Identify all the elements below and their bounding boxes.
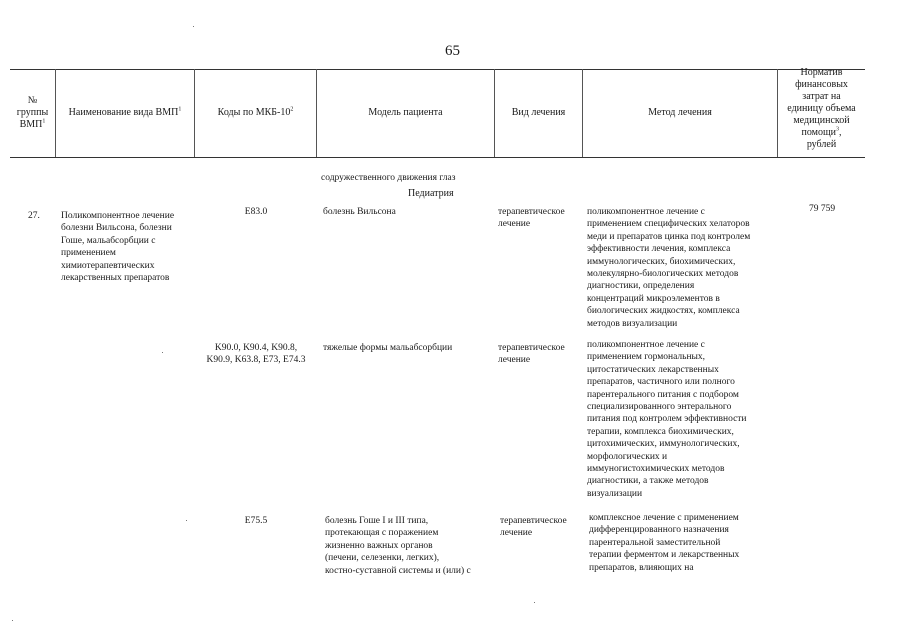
header-bottom-border	[10, 157, 865, 158]
scan-speck	[534, 602, 535, 603]
row-treatment-type: терапевтическое лечение	[500, 516, 567, 539]
header-patient-model: Модель пациента	[368, 107, 443, 118]
row-vmp-name: Поликомпонентное лечение болезни Вильсона, болезни Гоше, мальабсорбции с применением химиотерапевтических лекарственных препаратов	[61, 211, 175, 284]
row-icd-codes: E83.0	[244, 207, 268, 217]
header-vmp-name: Наименование вида ВМП$^1$	[68, 106, 182, 118]
scan-speck	[193, 26, 194, 27]
row-patient-model: болезнь Вильсона	[323, 207, 396, 217]
row-group-no: 27.	[28, 211, 40, 221]
scan-speck	[186, 520, 187, 521]
scan-speck	[12, 620, 13, 621]
header-treatment-type: Вид лечения	[511, 107, 566, 118]
row-patient-model: болезнь Гоше I и III типа, протекающая с поражением жизненно важных органов (печени, селезенки, легких), костно-суставной системы и (или) с	[325, 516, 471, 576]
header-treatment-method: Метод лечения	[648, 107, 712, 118]
row-treatment-method: поликомпонентное лечение с применением гормональных, цитостатических лекарственных препаратов, частичного или полного парентерального питания с подбором специализированного энтерального питания под контролем эффективности терапии, комплекса биохимических, цитохимических, иммунологических, морфологических и иммуногистохимических методов диагностики, а также методов визуализации	[587, 340, 747, 499]
row-treatment-type: терапевтическое лечение	[498, 207, 565, 230]
row-cost-norm: 79 759	[808, 204, 836, 214]
scan-speck	[162, 352, 163, 353]
header-icd-codes: Коды по МКБ-$10^2$	[217, 106, 294, 118]
section-title: Педиатрия	[408, 188, 454, 199]
header-cost-norm: Норматив финансовых затрат на единицу объема медицинской помощи$^3$, рублей	[787, 67, 856, 150]
row-icd-codes: K90.0, K90.4, K90.8, K90.9, K63.8, E73, E74.3	[206, 343, 306, 366]
row-treatment-method: комплексное лечение с применением дифференцированного назначения парентеральной заместительной терапии ферментом и лекарственных препаратов, влияющих на	[589, 513, 740, 573]
continuation-text: содружественного движения глаз	[321, 173, 456, 183]
row-patient-model: тяжелые формы мальабсорбции	[323, 343, 453, 353]
row-treatment-method: поликомпонентное лечение с применением специфических хелаторов меди и препаратов цинка под контролем эффективности лечения, комплекса иммунологических, биохимических, молекулярно-биологических методов диагностики, определения концентраций микроэлементов в биологических жидкостях, комплекса методов визуализации	[587, 207, 751, 329]
row-icd-codes: E75.5	[244, 516, 268, 526]
header-group-no: № группы ВМП$^1$	[16, 95, 49, 130]
page-number: 65	[445, 43, 460, 59]
row-treatment-type: терапевтическое лечение	[498, 343, 565, 366]
